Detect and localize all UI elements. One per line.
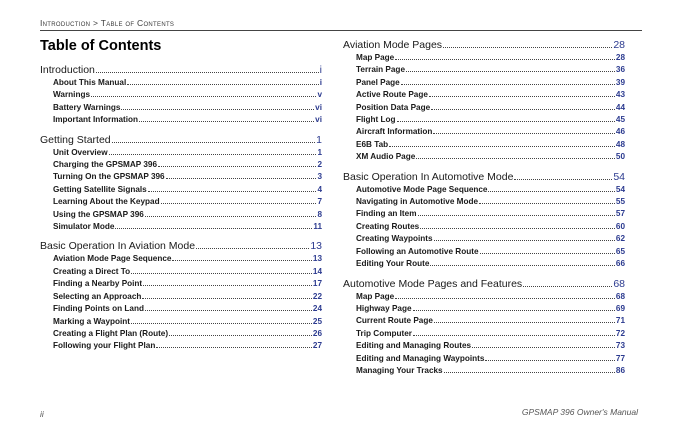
toc-subentry-label: Finding Points on Land	[53, 304, 144, 314]
toc-subentry-page-number: i	[319, 78, 322, 87]
toc-subentry[interactable]	[343, 126, 625, 138]
toc-subentry[interactable]	[40, 159, 322, 171]
toc-subentry[interactable]	[343, 303, 625, 315]
toc-subentry[interactable]	[40, 102, 322, 114]
toc-subentry[interactable]	[343, 233, 625, 245]
dot-leader	[109, 154, 317, 155]
header-divider	[40, 30, 642, 31]
dot-leader	[418, 215, 615, 216]
toc-subentry-label: Charging the GPSMAP 396	[53, 160, 158, 170]
toc-subentry[interactable]	[40, 147, 322, 159]
toc-subentry-label: XM Audio Page	[356, 152, 416, 162]
toc-section-entry-label: Basic Operation In Aviation Mode	[40, 240, 196, 253]
toc-subentry-page-number: 65	[615, 246, 625, 256]
toc-section-entry[interactable]	[343, 38, 625, 52]
toc-subentry-label: Unit Overview	[53, 147, 108, 157]
toc-subentry-label: Creating a Flight Plan (Route)	[53, 328, 169, 338]
toc-subentry-page-number: v	[317, 90, 322, 100]
dot-leader	[401, 84, 615, 85]
toc-subentry-page-number: 8	[317, 209, 322, 219]
toc-subentry-label: Map Page	[356, 291, 395, 301]
dot-leader	[156, 347, 312, 348]
toc-subentry-page-number: 2	[317, 160, 322, 170]
dot-leader	[434, 322, 615, 323]
toc-subentry-label: Map Page	[356, 53, 395, 62]
toc-subentry[interactable]	[343, 353, 625, 365]
toc-subentry-label: Aircraft Information	[356, 127, 433, 137]
toc-section-entry[interactable]	[343, 170, 625, 184]
toc-subentry-label: Position Data Page	[356, 102, 431, 112]
toc-subentry-label: Editing and Managing Routes	[356, 341, 472, 351]
toc-subentry[interactable]	[343, 246, 625, 258]
toc-subentry-page-number: 72	[615, 328, 625, 338]
toc-section-entry-label: Automotive Mode Pages and Features	[343, 277, 523, 290]
toc-subentry[interactable]	[40, 266, 322, 278]
dot-leader	[196, 248, 309, 249]
page-title: Table of Contents	[40, 38, 162, 54]
toc-subentry[interactable]	[40, 196, 322, 208]
toc-subentry[interactable]	[40, 278, 322, 290]
toc-subentry-page-number: 50	[615, 152, 625, 162]
dot-leader	[429, 96, 615, 97]
toc-subentry-label: Creating Routes	[356, 221, 420, 231]
dot-leader	[145, 216, 317, 217]
toc-subentry-page-number: 66	[615, 259, 625, 269]
toc-section	[343, 170, 625, 271]
toc-subentry-page-number: 26	[312, 328, 322, 338]
toc-subentry-page-number: 1	[317, 147, 322, 157]
toc-subentry-label: Creating a Direct To	[53, 266, 131, 276]
dot-leader	[172, 260, 311, 261]
dot-leader	[112, 142, 316, 143]
toc-section-entry-page-number: 13	[310, 240, 322, 253]
toc-section-entry[interactable]	[343, 277, 625, 291]
toc-subentry-page-number: 55	[615, 197, 625, 207]
toc-subentry[interactable]	[40, 316, 322, 328]
toc-subentry-label: About This Manual	[53, 78, 127, 87]
toc-subentry-label: Warnings	[53, 90, 90, 100]
toc-subentry-page-number: 25	[312, 316, 322, 326]
dot-leader	[397, 121, 615, 122]
toc-subentry-label: Managing Your Tracks	[356, 365, 443, 375]
toc-subentry-label: Panel Page	[356, 77, 400, 87]
toc-subentry-label: Editing Your Route	[356, 259, 430, 269]
toc-subentry[interactable]	[343, 184, 625, 196]
breadcrumb: Introduction > Table of Contents	[40, 18, 175, 28]
toc-section	[40, 63, 322, 127]
toc-subentry[interactable]	[40, 291, 322, 303]
toc-subentry-page-number: 22	[312, 291, 322, 301]
dot-leader	[143, 285, 312, 286]
toc-subentry[interactable]	[343, 151, 625, 163]
toc-right-column	[343, 38, 625, 377]
toc-subentry-label: Selecting an Approach	[53, 291, 142, 301]
toc-subentry[interactable]	[40, 253, 322, 265]
toc-subentry-label: Simulator Mode	[53, 222, 115, 232]
toc-subentry-page-number: 86	[615, 365, 625, 375]
dot-leader	[148, 191, 317, 192]
toc-left-column	[40, 38, 322, 353]
toc-subentry[interactable]	[343, 64, 625, 76]
dot-leader	[169, 335, 312, 336]
toc-subentry-page-number: 17	[312, 279, 322, 289]
toc-subentry-label: Trip Computer	[356, 328, 412, 338]
toc-subentry-page-number: 14	[312, 266, 322, 276]
toc-subentry-label: Getting Satellite Signals	[53, 184, 147, 194]
dot-leader	[433, 133, 614, 134]
dot-leader	[96, 72, 319, 73]
toc-subentry[interactable]	[40, 303, 322, 315]
toc-subentry[interactable]	[40, 328, 322, 340]
toc-section	[343, 277, 625, 378]
toc-subentry-page-number: 11	[313, 222, 322, 232]
toc-subentry-label: Following your Flight Plan	[53, 341, 156, 351]
toc-subentry[interactable]	[40, 340, 322, 352]
toc-subentry[interactable]	[343, 258, 625, 270]
dot-leader	[434, 240, 615, 241]
dot-leader	[485, 360, 614, 361]
toc-subentry-page-number: vi	[315, 115, 322, 125]
toc-subentry-label: Aviation Mode Page Sequence	[53, 254, 172, 264]
toc-subentry-page-number: 7	[317, 197, 322, 207]
dot-leader	[139, 121, 314, 122]
toc-subentry-label: Battery Warnings	[53, 102, 121, 112]
toc-subentry-label: E6B Tab	[356, 139, 389, 149]
dot-leader	[420, 228, 615, 229]
toc-subentry[interactable]	[343, 221, 625, 233]
toc-subentry[interactable]	[40, 209, 322, 221]
toc-subentry-label: Current Route Page	[356, 316, 433, 326]
toc-subentry-page-number: 4	[317, 184, 322, 194]
toc-subentry[interactable]	[40, 114, 322, 126]
toc-subentry-label: Turning On the GPSMAP 396	[53, 172, 165, 182]
dot-leader	[142, 298, 311, 299]
dot-leader	[131, 273, 312, 274]
toc-subentry-page-number: 73	[615, 341, 625, 351]
toc-subentry-label: Following an Automotive Route	[356, 246, 479, 256]
dot-leader	[406, 71, 615, 72]
toc-subentry-page-number: 54	[615, 184, 625, 194]
toc-subentry-label: Automotive Mode Page Sequence	[356, 184, 488, 194]
dot-leader	[444, 372, 615, 373]
dot-leader	[395, 59, 615, 60]
toc-subentry-label: Marking a Waypoint	[53, 316, 131, 326]
dot-leader	[430, 265, 615, 266]
toc-subentry-label: Flight Log	[356, 115, 396, 125]
toc-subentry[interactable]	[40, 77, 322, 89]
toc-subentry-label: Active Route Page	[356, 90, 428, 100]
dot-leader	[166, 178, 317, 179]
page-number: ii	[40, 409, 44, 419]
dot-leader	[145, 310, 312, 311]
toc-section	[40, 239, 322, 352]
toc-section-entry-page-number: 68	[613, 277, 625, 290]
toc-subentry[interactable]	[343, 365, 625, 377]
toc-section-entry-label: Introduction	[40, 64, 95, 76]
dot-leader	[443, 47, 612, 48]
toc-subentry-label: Finding an Item	[356, 209, 417, 219]
toc-subentry[interactable]	[343, 89, 625, 101]
toc-subentry-page-number: 3	[317, 172, 322, 182]
toc-section-entry[interactable]	[40, 63, 322, 77]
toc-section	[343, 38, 625, 164]
dot-leader	[121, 109, 314, 110]
toc-subentry[interactable]	[40, 184, 322, 196]
toc-subentry[interactable]	[40, 171, 322, 183]
toc-subentry-page-number: 28	[615, 53, 625, 62]
toc-subentry-page-number: 48	[615, 139, 625, 149]
dot-leader	[472, 347, 615, 348]
dot-leader	[431, 109, 615, 110]
dot-leader	[416, 158, 615, 159]
toc-subentry-label: Editing and Managing Waypoints	[356, 353, 485, 363]
toc-subentry[interactable]	[343, 291, 625, 303]
toc-subentry-page-number: 43	[615, 90, 625, 100]
toc-subentry-page-number: 27	[312, 341, 322, 351]
toc-subentry-page-number: 13	[312, 254, 322, 264]
toc-subentry-page-number: 69	[615, 303, 625, 313]
dot-leader	[389, 146, 615, 147]
toc-section-entry-page-number: 1	[316, 133, 322, 146]
toc-subentry-page-number: 71	[615, 316, 625, 326]
toc-subentry-label: Using the GPSMAP 396	[53, 209, 144, 219]
toc-subentry[interactable]	[343, 328, 625, 340]
dot-leader	[395, 298, 615, 299]
toc-subentry[interactable]	[343, 139, 625, 151]
toc-subentry[interactable]	[343, 196, 625, 208]
toc-subentry-page-number: 39	[615, 77, 625, 87]
toc-section	[40, 133, 322, 234]
toc-subentry[interactable]	[343, 52, 625, 64]
toc-subentry-page-number: vi	[315, 102, 322, 112]
toc-subentry[interactable]	[343, 102, 625, 114]
toc-subentry-label: Highway Page	[356, 303, 412, 313]
toc-subentry-page-number: 36	[615, 65, 625, 75]
toc-subentry-page-number: 24	[312, 304, 322, 314]
toc-subentry-page-number: 44	[615, 102, 625, 112]
dot-leader	[488, 191, 614, 192]
toc-subentry[interactable]	[343, 208, 625, 220]
dot-leader	[413, 310, 615, 311]
toc-section-entry-page-number: 54	[613, 170, 625, 183]
toc-subentry-page-number: 68	[615, 291, 625, 301]
toc-subentry[interactable]	[343, 315, 625, 327]
toc-subentry[interactable]	[343, 340, 625, 352]
toc-subentry-page-number: 62	[615, 234, 625, 244]
toc-subentry-page-number: 57	[615, 209, 625, 219]
toc-subentry[interactable]	[40, 89, 322, 101]
toc-section-entry-label: Aviation Mode Pages	[343, 39, 443, 51]
dot-leader	[158, 166, 316, 167]
toc-subentry-label: Navigating in Automotive Mode	[356, 197, 479, 207]
dot-leader	[115, 228, 312, 229]
dot-leader	[127, 84, 318, 85]
manual-title: GPSMAP 396 Owner's Manual	[521, 407, 638, 417]
dot-leader	[413, 335, 615, 336]
toc-section-entry-label: Basic Operation In Automotive Mode	[343, 170, 514, 183]
toc-section-entry-label: Getting Started	[40, 133, 111, 146]
toc-subentry[interactable]	[343, 77, 625, 89]
toc-subentry[interactable]	[343, 114, 625, 126]
dot-leader	[91, 96, 316, 97]
toc-subentry-page-number: 77	[615, 353, 625, 363]
toc-subentry-label: Learning About the Keypad	[53, 197, 160, 207]
toc-section-entry[interactable]	[40, 133, 322, 147]
toc-subentry-page-number: 60	[615, 221, 625, 231]
toc-section-entry-page-number: i	[319, 64, 322, 76]
dot-leader	[514, 179, 612, 180]
toc-subentry-page-number: 46	[615, 127, 625, 137]
dot-leader	[480, 253, 615, 254]
toc-section-entry[interactable]	[40, 239, 322, 253]
toc-subentry[interactable]	[40, 221, 322, 233]
toc-subentry-label: Finding a Nearby Point	[53, 279, 143, 289]
dot-leader	[161, 203, 317, 204]
dot-leader	[479, 203, 615, 204]
dot-leader	[131, 323, 312, 324]
toc-section-entry-page-number: 28	[613, 39, 625, 51]
toc-subentry-label: Terrain Page	[356, 65, 405, 75]
toc-subentry-label: Important Information	[53, 115, 139, 125]
dot-leader	[523, 286, 612, 287]
toc-subentry-page-number: 45	[615, 115, 625, 125]
toc-subentry-label: Creating Waypoints	[356, 234, 433, 244]
